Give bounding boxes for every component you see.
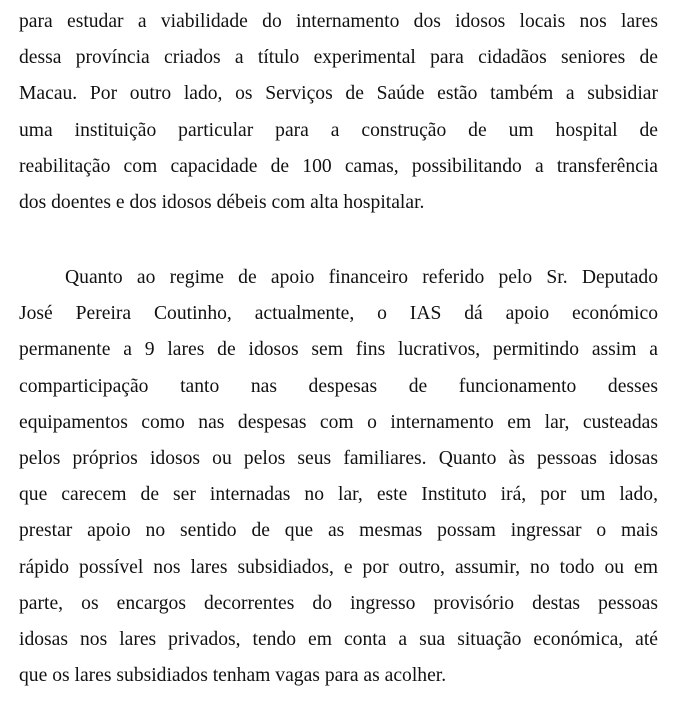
- text-line: que carecem de ser internadas no lar, este Instituto irá, por um lado,: [19, 484, 658, 506]
- paragraph-2: [19, 260, 658, 694]
- text-line: reabilitação com capacidade de 100 camas, possibilitando a transferência: [19, 155, 658, 177]
- text-line: comparticipação tanto nas despesas de funcionamento desses: [19, 375, 658, 397]
- text-line: Quanto ao regime de apoio financeiro referido pelo Sr. Deputado: [65, 267, 658, 288]
- text-line: pelos próprios idosos ou pelos seus familiares. Quanto às pessoas idosas: [19, 447, 658, 469]
- text-line: que os lares subsidiados tenham vagas para as acolher.: [19, 665, 447, 687]
- text-line: permanente a 9 lares de idosos sem fins lucrativos, permitindo assim a: [19, 339, 658, 361]
- text-line: José Pereira Coutinho, actualmente, o IAS dá apoio económico: [19, 303, 658, 325]
- text-line: parte, os encargos decorrentes do ingresso provisório destas pessoas: [19, 592, 658, 614]
- text-line: dos doentes e dos idosos débeis com alta hospitalar.: [19, 191, 425, 213]
- text-line: idosas nos lares privados, tendo em conta a sua situação económica, até: [19, 628, 658, 650]
- text-line: equipamentos como nas despesas com o internamento em lar, custeadas: [19, 411, 658, 433]
- text-line: prestar apoio no sentido de que as mesmas possam ingressar o mais: [19, 520, 658, 542]
- text-line: para estudar a viabilidade do internamento dos idosos locais nos lares: [19, 11, 658, 32]
- text-line: rápido possível nos lares subsidiados, e por outro, assumir, no todo ou em: [19, 556, 658, 578]
- text-line: dessa província criados a título experimental para cidadãos seniores de: [19, 47, 658, 69]
- text-line: uma instituição particular para a construção de um hospital de: [19, 119, 658, 141]
- text-line: Macau. Por outro lado, os Serviços de Saúde estão também a subsidiar: [19, 83, 658, 105]
- paragraph-1: [19, 4, 658, 221]
